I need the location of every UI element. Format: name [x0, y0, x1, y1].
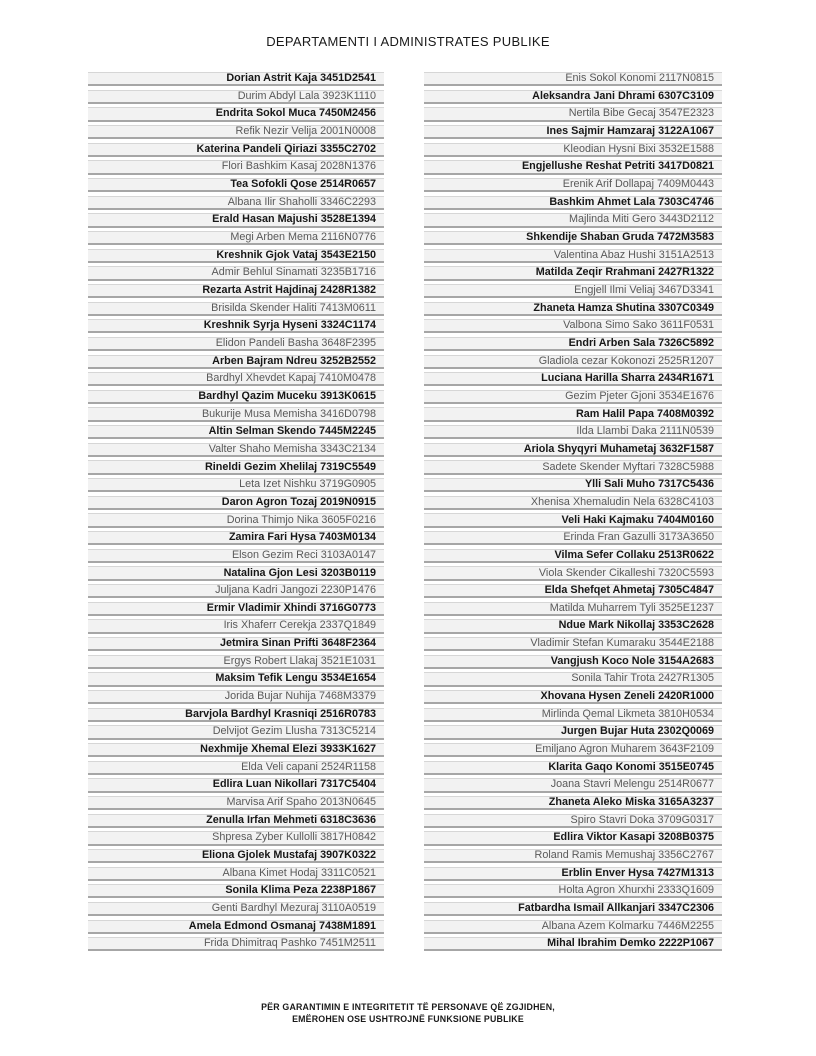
list-item: Fatbardha Ismail Allkanjari 3347C2306	[424, 902, 722, 916]
list-item: Albana Kimet Hodaj 3311C0521	[88, 867, 384, 881]
list-item: Durim Abdyl Lala 3923K1110	[88, 90, 384, 104]
list-item: Rezarta Astrit Hajdinaj 2428R1382	[88, 284, 384, 298]
list-item: Ermir Vladimir Xhindi 3716G0773	[88, 602, 384, 616]
list-item: Kleodian Hysni Bixi 3532E1588	[424, 143, 722, 157]
list-item: Roland Ramis Memushaj 3356C2767	[424, 849, 722, 863]
list-item: Klarita Gaqo Konomi 3515E0745	[424, 761, 722, 775]
list-item: Valter Shaho Memisha 3343C2134	[88, 443, 384, 457]
list-item: Ylli Sali Muho 7317C5436	[424, 478, 722, 492]
list-item: Vangjush Koco Nole 3154A2683	[424, 655, 722, 669]
list-item: Erblin Enver Hysa 7427M1313	[424, 867, 722, 881]
list-item: Endrita Sokol Muca 7450M2456	[88, 107, 384, 121]
list-item: Vladimir Stefan Kumaraku 3544E2188	[424, 637, 722, 651]
list-item: Gladiola cezar Kokonozi 2525R1207	[424, 355, 722, 369]
list-item: Viola Skender Cikalleshi 7320C5593	[424, 566, 722, 580]
list-item: Ilda Llambi Daka 2111N0539	[424, 425, 722, 439]
list-item: Elidon Pandeli Basha 3648F2395	[88, 337, 384, 351]
list-item: Zenulla Irfan Mehmeti 6318C3636	[88, 814, 384, 828]
list-item: Bardhyl Qazim Muceku 3913K0615	[88, 390, 384, 404]
list-item: Maksim Tefik Lengu 3534E1654	[88, 672, 384, 686]
list-item: Brisilda Skender Haliti 7413M0611	[88, 302, 384, 316]
list-item: Bashkim Ahmet Lala 7303C4746	[424, 196, 722, 210]
list-item: Elda Shefqet Ahmetaj 7305C4847	[424, 584, 722, 598]
list-item: Mihal Ibrahim Demko 2222P1067	[424, 937, 722, 951]
name-list-left	[88, 72, 384, 955]
list-item: Shpresa Zyber Kullolli 3817H0842	[88, 831, 384, 845]
list-item: Sonila Tahir Trota 2427R1305	[424, 672, 722, 686]
list-item: Valbona Simo Sako 3611F0531	[424, 319, 722, 333]
list-item: Arben Bajram Ndreu 3252B2552	[88, 355, 384, 369]
list-item: Amela Edmond Osmanaj 7438M1891	[88, 920, 384, 934]
list-item: Ram Halil Papa 7408M0392	[424, 407, 722, 421]
list-item: Gezim Pjeter Gjoni 3534E1676	[424, 390, 722, 404]
list-item: Sonila Klima Peza 2238P1867	[88, 884, 384, 898]
list-item: Xhenisa Xhemaludin Nela 6328C4103	[424, 496, 722, 510]
list-item: Shkendije Shaban Gruda 7472M3583	[424, 231, 722, 245]
list-item: Ariola Shyqyri Muhametaj 3632F1587	[424, 443, 722, 457]
list-item: Luciana Harilla Sharra 2434R1671	[424, 372, 722, 386]
list-item: Iris Xhaferr Cerekja 2337Q1849	[88, 619, 384, 633]
list-item: Mirlinda Qemal Likmeta 3810H0534	[424, 708, 722, 722]
list-item: Erenik Arif Dollapaj 7409M0443	[424, 178, 722, 192]
list-item: Bukurije Musa Memisha 3416D0798	[88, 407, 384, 421]
list-item: Megi Arben Mema 2116N0776	[88, 231, 384, 245]
footer-note	[0, 1001, 816, 1025]
list-item: Kreshnik Syrja Hyseni 3324C1174	[88, 319, 384, 333]
list-item: Ergys Robert Llakaj 3521E1031	[88, 655, 384, 669]
list-item: Marvisa Arif Spaho 2013N0645	[88, 796, 384, 810]
list-item: Aleksandra Jani Dhrami 6307C3109	[424, 90, 722, 104]
list-item: Erald Hasan Majushi 3528E1394	[88, 213, 384, 227]
list-item: Zhaneta Hamza Shutina 3307C0349	[424, 302, 722, 316]
list-item: Enis Sokol Konomi 2117N0815	[424, 72, 722, 86]
list-item: Jetmira Sinan Prifti 3648F2364	[88, 637, 384, 651]
list-item: Ines Sajmir Hamzaraj 3122A1067	[424, 125, 722, 139]
list-item: Zhaneta Aleko Miska 3165A3237	[424, 796, 722, 810]
list-item: Matilda Muharrem Tyli 3525E1237	[424, 602, 722, 616]
list-item: Bardhyl Xhevdet Kapaj 7410M0478	[88, 372, 384, 386]
list-item: Admir Behlul Sinamati 3235B1716	[88, 266, 384, 280]
list-item: Genti Bardhyl Mezuraj 3110A0519	[88, 902, 384, 916]
list-item: Kreshnik Gjok Vataj 3543E2150	[88, 249, 384, 263]
page-title: DEPARTAMENTI I ADMINISTRATES PUBLIKE	[266, 34, 550, 49]
list-item: Engjell Ilmi Veliaj 3467D3341	[424, 284, 722, 298]
list-item: Tea Sofokli Qose 2514R0657	[88, 178, 384, 192]
list-item: Veli Haki Kajmaku 7404M0160	[424, 513, 722, 527]
list-item: Nexhmije Xhemal Elezi 3933K1627	[88, 743, 384, 757]
footer-note-line1: PËR GARANTIMIN E INTEGRITETIT TË PERSONAVE QË ZGJIDHEN,	[261, 1002, 555, 1012]
list-item: Nertila Bibe Gecaj 3547E2323	[424, 107, 722, 121]
list-item: Spiro Stavri Doka 3709G0317	[424, 814, 722, 828]
list-item: Natalina Gjon Lesi 3203B0119	[88, 566, 384, 580]
list-item: Ndue Mark Nikollaj 3353C2628	[424, 619, 722, 633]
list-item: Jurgen Bujar Huta 2302Q0069	[424, 725, 722, 739]
list-item: Daron Agron Tozaj 2019N0915	[88, 496, 384, 510]
name-lists	[88, 72, 722, 955]
name-list-right	[424, 72, 722, 955]
list-item: Holta Agron Xhurxhi 2333Q1609	[424, 884, 722, 898]
list-item: Jorida Bujar Nuhija 7468M3379	[88, 690, 384, 704]
list-item: Elda Veli capani 2524R1158	[88, 761, 384, 775]
list-item: Majlinda Miti Gero 3443D2112	[424, 213, 722, 227]
list-item: Leta Izet Nishku 3719G0905	[88, 478, 384, 492]
list-item: Edlira Viktor Kasapi 3208B0375	[424, 831, 722, 845]
list-item: Sadete Skender Myftari 7328C5988	[424, 460, 722, 474]
list-item: Flori Bashkim Kasaj 2028N1376	[88, 160, 384, 174]
list-item: Altin Selman Skendo 7445M2245	[88, 425, 384, 439]
list-item: Edlira Luan Nikollari 7317C5404	[88, 778, 384, 792]
list-item: Katerina Pandeli Qiriazi 3355C2702	[88, 143, 384, 157]
list-item: Vilma Sefer Collaku 2513R0622	[424, 549, 722, 563]
list-item: Dorian Astrit Kaja 3451D2541	[88, 72, 384, 86]
list-item: Elson Gezim Reci 3103A0147	[88, 549, 384, 563]
list-item: Frida Dhimitraq Pashko 7451M2511	[88, 937, 384, 951]
footer-note-line2: EMËROHEN OSE USHTROJNË FUNKSIONE PUBLIKE	[292, 1014, 524, 1024]
list-item: Matilda Zeqir Rrahmani 2427R1322	[424, 266, 722, 280]
list-item: Barvjola Bardhyl Krasniqi 2516R0783	[88, 708, 384, 722]
list-item: Zamira Fari Hysa 7403M0134	[88, 531, 384, 545]
list-item: Xhovana Hysen Zeneli 2420R1000	[424, 690, 722, 704]
list-item: Refik Nezir Velija 2001N0008	[88, 125, 384, 139]
list-item: Dorina Thimjo Nika 3605F0216	[88, 513, 384, 527]
list-item: Valentina Abaz Hushi 3151A2513	[424, 249, 722, 263]
list-item: Endri Arben Sala 7326C5892	[424, 337, 722, 351]
list-item: Albana Azem Kolmarku 7446M2255	[424, 920, 722, 934]
list-item: Rineldi Gezim Xhelilaj 7319C5549	[88, 460, 384, 474]
list-item: Erinda Fran Gazulli 3173A3650	[424, 531, 722, 545]
list-item: Juljana Kadri Jangozi 2230P1476	[88, 584, 384, 598]
list-item: Emiljano Agron Muharem 3643F2109	[424, 743, 722, 757]
list-item: Eliona Gjolek Mustafaj 3907K0322	[88, 849, 384, 863]
list-item: Albana Ilir Shaholli 3346C2293	[88, 196, 384, 210]
list-item: Joana Stavri Melengu 2514R0677	[424, 778, 722, 792]
list-item: Delvijot Gezim Llusha 7313C5214	[88, 725, 384, 739]
list-item: Engjellushe Reshat Petriti 3417D0821	[424, 160, 722, 174]
